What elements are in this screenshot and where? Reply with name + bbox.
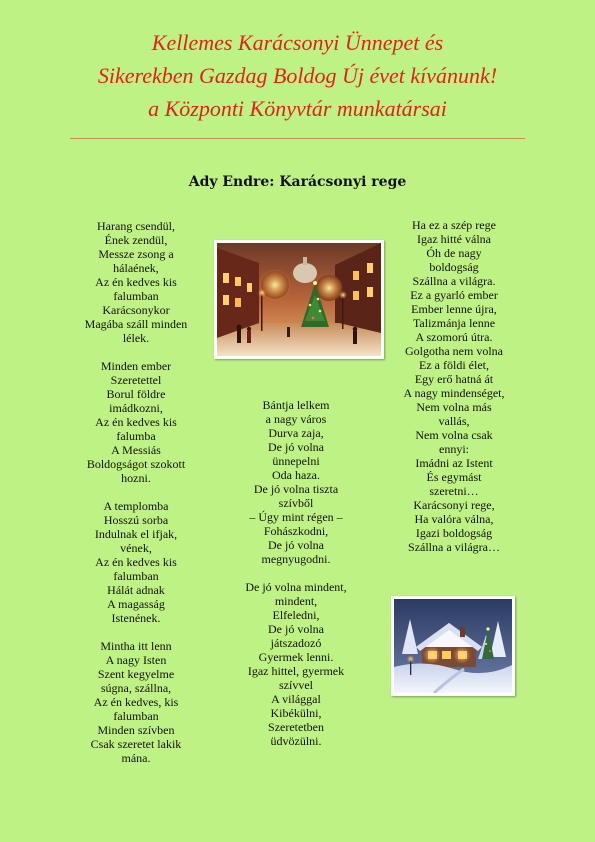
poem-line: súgna, szállna, [100, 681, 172, 695]
poem-stanza [66, 639, 206, 765]
poem-line: Szállna a világra. [412, 274, 496, 288]
poem-line: Az én kedves kis [95, 555, 177, 569]
poem-line: a nagy város [265, 412, 327, 426]
poem-line: Szeretetben [268, 720, 324, 734]
poem-line: Minden szívben [97, 723, 175, 737]
poem-line: Nem volna csak [415, 428, 493, 442]
snowy-cottage-illustration [394, 599, 512, 693]
poem-line: A templomba [103, 499, 169, 513]
poem-line: Elfeledni, [272, 608, 320, 622]
poem-line: szívvel [279, 678, 313, 692]
poem-line: imádkozni, [109, 401, 163, 415]
poem-line: Ének zendül, [104, 233, 168, 247]
poem-line: Igaz hittel, gyermek [247, 664, 345, 678]
poem-line: De jó volna tiszta [253, 482, 339, 496]
poem-line: Messze zsong a [98, 247, 174, 261]
poem-line: Mintha itt lenn [100, 639, 172, 653]
poem-line: Oda haza. [272, 468, 320, 482]
poem-line: Borul földre [106, 387, 166, 401]
poem-line: Ember lenne újra, [411, 302, 497, 316]
poem-line: De jó volna [268, 622, 324, 636]
poem-line: vének, [120, 541, 152, 555]
poem-line: Igazi boldogság [415, 526, 493, 540]
poem-line: falumban [113, 569, 159, 583]
poem-line: Karácsonyi rege, [413, 498, 495, 512]
poem-line: hálaének, [113, 261, 159, 275]
poem-line: megnyugodni. [261, 552, 331, 566]
poem-line: A magasság [107, 597, 165, 611]
poem-line: Hálát adnak [107, 583, 165, 597]
poem-line: De jó volna [268, 538, 324, 552]
poem-column-2 [222, 398, 370, 762]
poem-line: Magába száll minden [84, 317, 188, 331]
poem-line: Hosszú sorba [103, 513, 169, 527]
poem-line: Az én kedves kis [95, 415, 177, 429]
poem-line: Golgotha nem volna [405, 344, 503, 358]
poem-line: ennyi: [439, 442, 469, 456]
poem-line: szeretni… [429, 484, 479, 498]
poem-line: Óh de nagy [426, 246, 482, 260]
poem-line: Az én kedves, kis [93, 695, 179, 709]
poem-line: Bántja lelkem [262, 398, 330, 412]
poem-line: A nagy mindenséget, [403, 386, 505, 400]
christmas-street-picture [214, 240, 384, 359]
poem-line: hozni. [121, 471, 151, 485]
poem-line: falumban [113, 709, 159, 723]
poem-line: Talizmánja lenne [412, 316, 496, 330]
poem-line: Fohászkodni, [263, 524, 329, 538]
poem-line: Imádni az Istent [415, 456, 493, 470]
greeting-line-3: a Központi Könyvtár munkatársai [148, 96, 447, 121]
christmas-street-illustration [217, 243, 381, 356]
greeting-line-1: Kellemes Karácsonyi Ünnepet és [151, 30, 444, 55]
poem-line: ünnepelni [272, 454, 320, 468]
poem-line: játszadozó [270, 636, 322, 650]
poem-line: Gyermek lenni. [258, 650, 334, 664]
poem-line: És egymást [426, 470, 482, 484]
poem-line: Szállna a világra… [408, 540, 500, 554]
poem-line: üdvözülni. [270, 734, 322, 748]
poem-line: mindent, [274, 594, 318, 608]
poem-line: lélek. [122, 331, 150, 345]
poem-line: Karácsonykor [102, 303, 170, 317]
poem-stanza [66, 359, 206, 485]
poem-line: Ha valóra válna, [414, 512, 494, 526]
poem-stanza [66, 499, 206, 625]
poem-column-1 [66, 219, 206, 779]
poem-line: A szomorú útra. [415, 330, 493, 344]
poem-stanza [222, 580, 370, 748]
poem-line: A Messiás [111, 443, 161, 457]
poem-line: szívből [278, 496, 314, 510]
poem-line: Kibékülni, [270, 706, 322, 720]
poem-line: – Úgy mint régen – [249, 510, 343, 524]
poem-line: A világgal [271, 692, 321, 706]
poem-line: Minden ember [100, 359, 172, 373]
poem-line: Indulnak el ifjak, [94, 527, 178, 541]
poem-line: Ha ez a szép rege [412, 218, 496, 232]
divider-line [70, 138, 525, 139]
poem-line: Az én kedves kis [95, 275, 177, 289]
poem-title: Ady Endre: Karácsonyi rege [188, 174, 407, 190]
poem-line: Szeretettel [110, 373, 162, 387]
snowy-cottage-picture [391, 596, 515, 696]
poem-line: Istenének. [111, 611, 161, 625]
poem-line: mána. [121, 751, 151, 765]
greeting-block [0, 26, 595, 125]
poem-line: Csak szeretet lakik [90, 737, 182, 751]
poem-line: Harang csendül, [97, 219, 175, 233]
poem-line: De jó volna [268, 440, 324, 454]
poem-stanza [66, 219, 206, 345]
greeting-line-2: Sikerekben Gazdag Boldog Új évet kívánunk! [97, 63, 498, 88]
poem-line: Ez a gyarló ember [410, 288, 498, 302]
poem-line: De jó volna mindent, [245, 580, 347, 594]
poem-stanza [384, 218, 524, 554]
poem-column-3 [384, 218, 524, 568]
poem-line: falumban [113, 289, 159, 303]
poem-line: Nem volna más [416, 400, 492, 414]
poem-line: Igaz hitté válna [417, 232, 491, 246]
poem-line: Egy erő hatná át [414, 372, 494, 386]
poem-line: Boldogságot szokott [86, 457, 186, 471]
poem-line: Durva zaja, [268, 426, 324, 440]
poem-line: falumba [116, 429, 156, 443]
poem-line: Ez a földi élet, [419, 358, 489, 372]
poem-line: Szent kegyelme [97, 667, 175, 681]
poem-line: boldogság [429, 260, 479, 274]
poem-line: A nagy Isten [105, 653, 167, 667]
poem-line: vallás, [438, 414, 470, 428]
poem-stanza [222, 398, 370, 566]
